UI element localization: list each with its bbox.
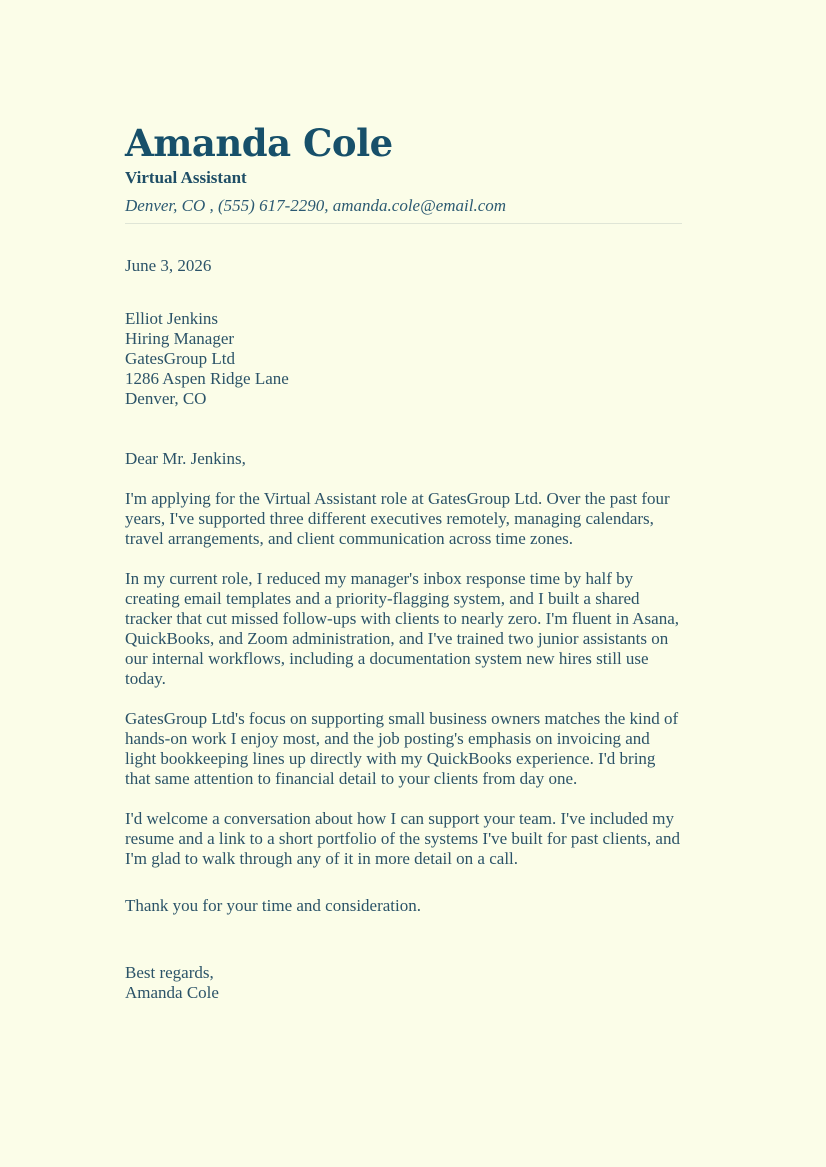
letter-date: June 3, 2026: [125, 256, 212, 275]
applicant-name: Amanda Cole: [125, 121, 393, 165]
signoff: Best regards,: [125, 963, 214, 982]
letter-body: [125, 256, 685, 1003]
recipient-company: GatesGroup Ltd: [125, 349, 236, 368]
recipient-name: Elliot Jenkins: [125, 309, 219, 328]
recipient-block: [125, 309, 685, 409]
applicant-contact: Denver, CO , (555) 617-2290, amanda.cole@email.com: [125, 196, 507, 215]
signature-name: Amanda Cole: [125, 983, 219, 1002]
body-paragraph: GatesGroup Ltd's focus on supporting small business owners matches the kind of hands-on work I enjoy most, and the job posting's emphasis on invoicing and light bookkeeping lines up directly with my QuickBooks experience. I'd bring that same attention to financial detail to your clients from day one.: [125, 709, 679, 788]
header-divider: [125, 223, 682, 224]
letter-header: [125, 119, 682, 217]
body-paragraph: In my current role, I reduced my manager's inbox response time by half by creating email templates and a priority-flagging system, and I built a shared tracker that cut missed follow-ups with clients to nearly zero. I'm fluent in Asana, QuickBooks, and Zoom administration, and I've trained two junior assistants on our internal workflows, including a documentation system new hires still use today.: [125, 569, 679, 688]
body-paragraph: I'd welcome a conversation about how I can support your team. I've included my resume and a link to a short portfolio of the systems I've built for past clients, and I'm glad to walk through any of it in more detail on a call.: [125, 809, 680, 868]
body-paragraph: I'm applying for the Virtual Assistant role at GatesGroup Ltd. Over the past four years, I've supported three different executives remotely, managing calendars, travel arrangements, and client communication across time zones.: [125, 489, 670, 548]
recipient-title: Hiring Manager: [125, 329, 235, 348]
recipient-city: Denver, CO: [125, 389, 207, 408]
recipient-street: 1286 Aspen Ridge Lane: [125, 369, 289, 388]
applicant-role: Virtual Assistant: [125, 168, 247, 187]
salutation: Dear Mr. Jenkins,: [125, 449, 246, 468]
closing-line: Thank you for your time and consideration.: [125, 896, 422, 915]
signoff-block: [125, 963, 685, 1003]
